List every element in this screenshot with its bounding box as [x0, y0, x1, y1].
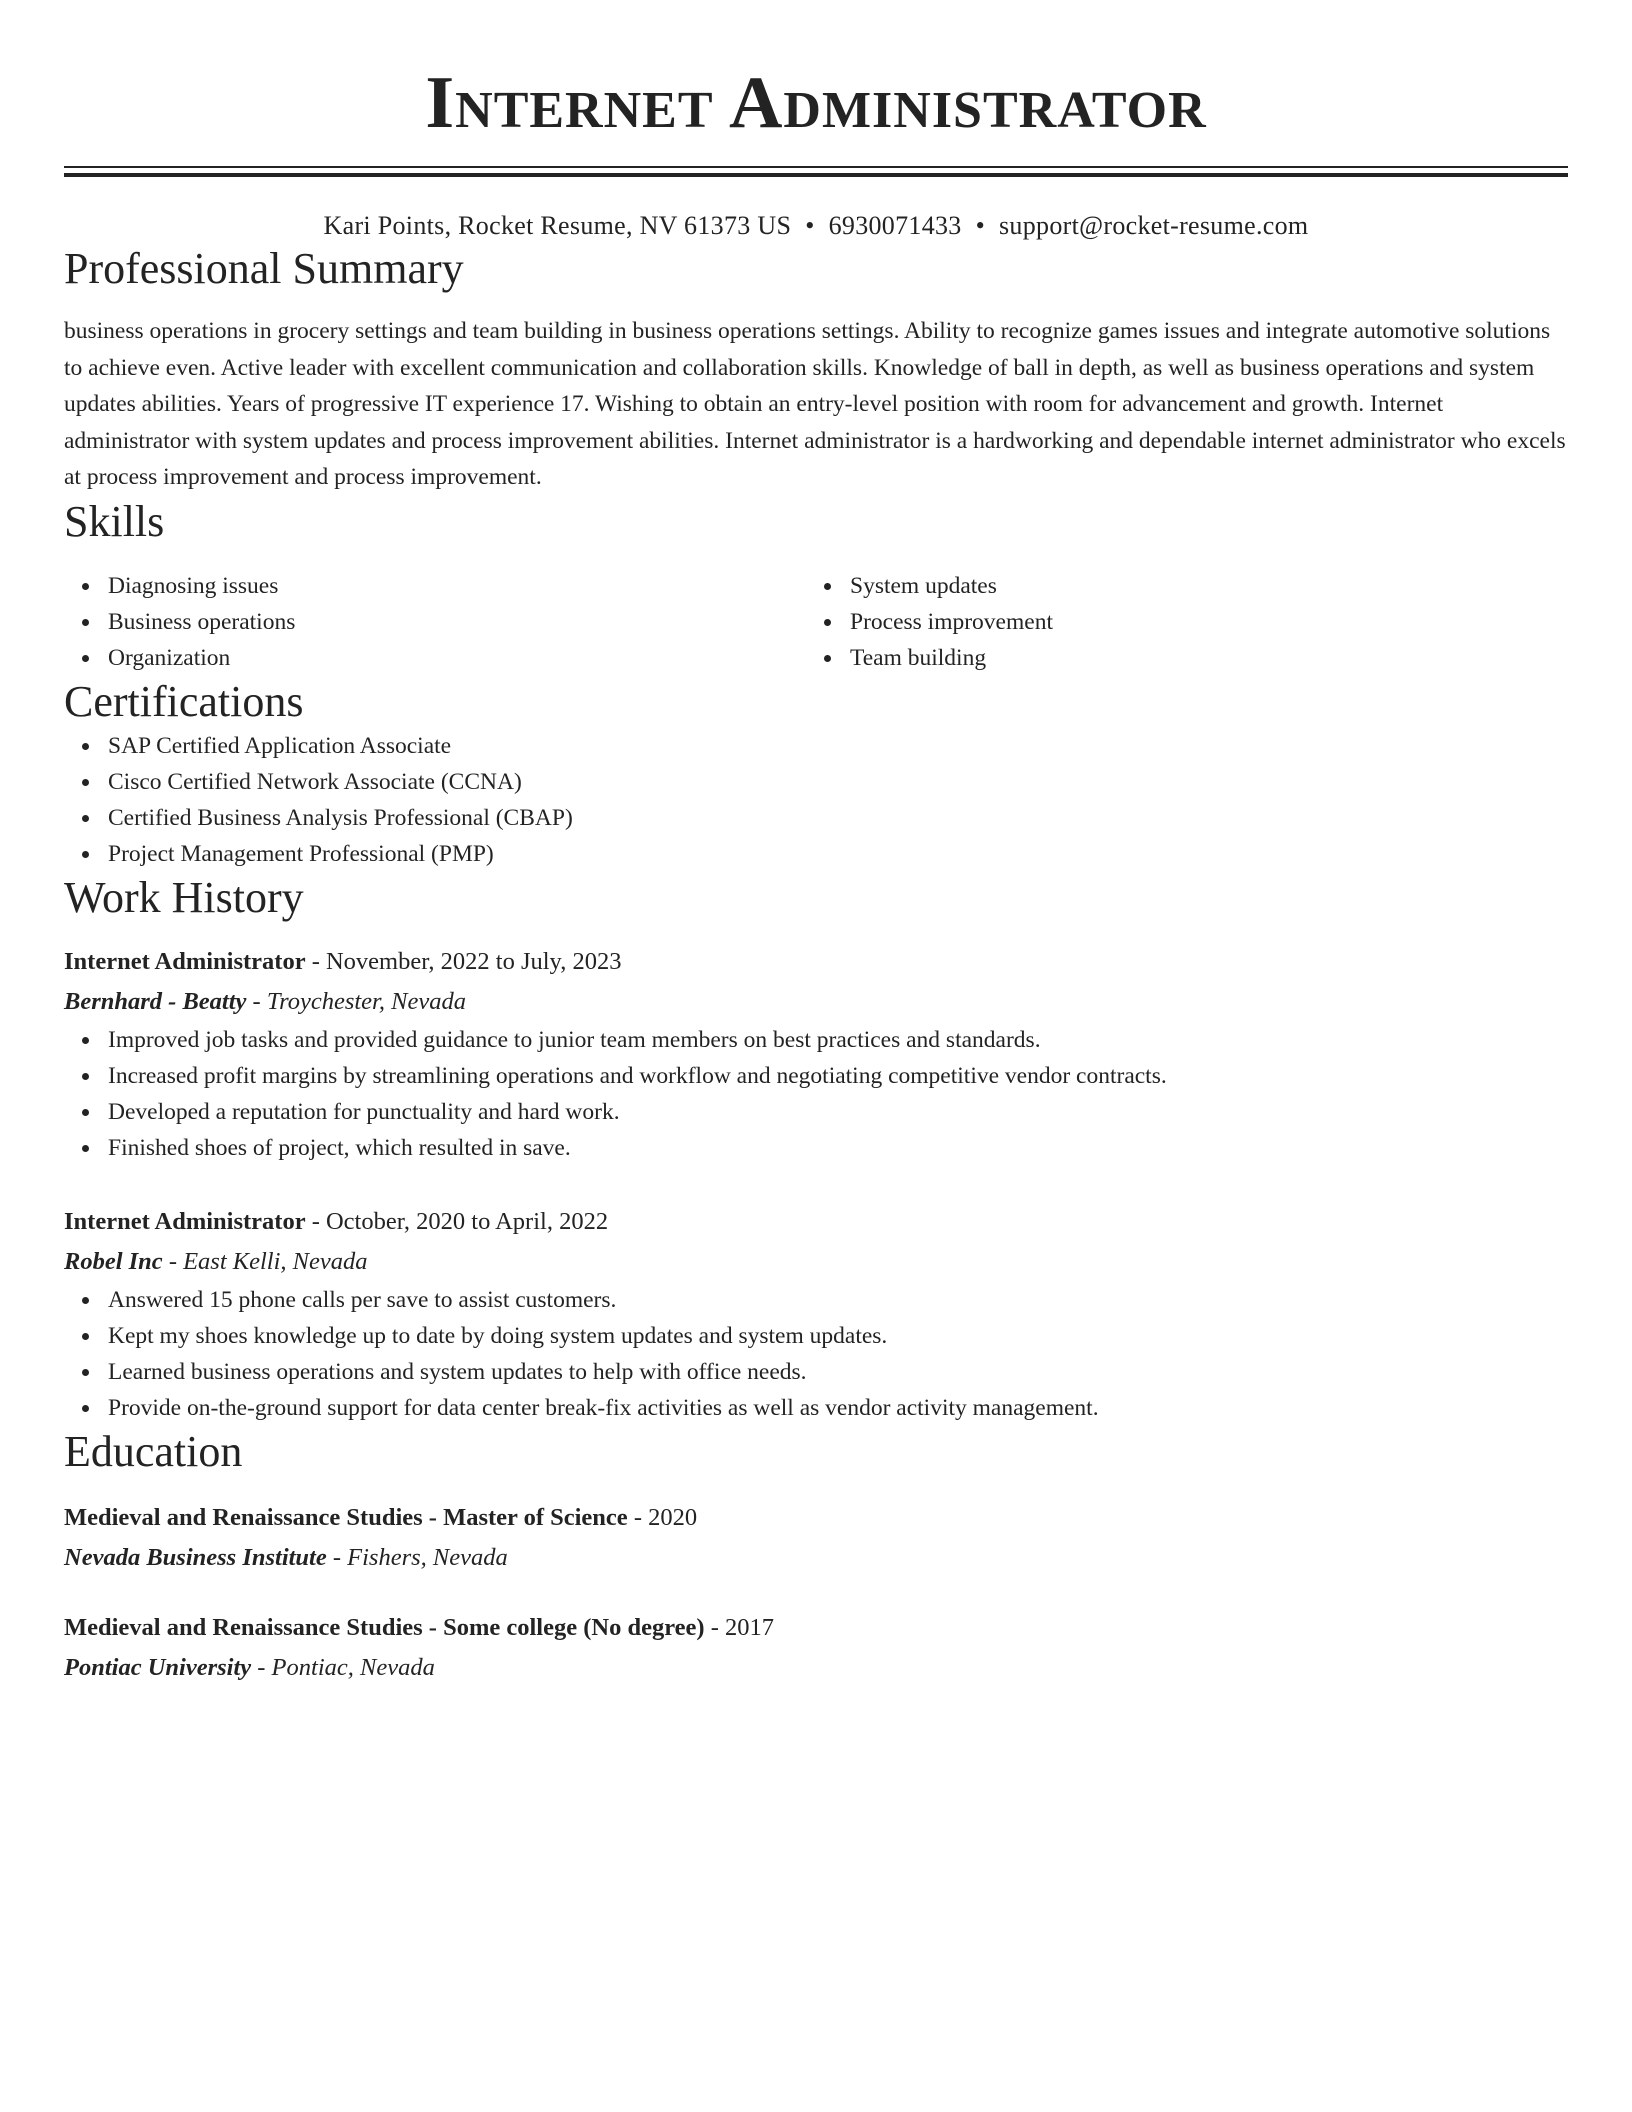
- education-header: [64, 1498, 1568, 1538]
- job-duty-item: Improved job tasks and provided guidance to junior team members on best practices and standards.: [108, 1022, 1568, 1058]
- skill-item: Process improvement: [850, 604, 1548, 640]
- contact-email: support@rocket-resume.com: [999, 211, 1309, 240]
- job-title: Internet Administrator: [64, 947, 306, 975]
- contact-line: [64, 209, 1568, 243]
- certification-item: Cisco Certified Network Associate (CCNA): [108, 764, 1568, 800]
- contact-separator: •: [805, 211, 815, 240]
- education-school-line: [64, 1538, 1568, 1578]
- job-duty-item: Provide on-the-ground support for data center break-fix activities as well as vendor activity management.: [108, 1390, 1568, 1426]
- job-title: Internet Administrator: [64, 1207, 306, 1235]
- education-degree: Medieval and Renaissance Studies - Master of Science: [64, 1503, 628, 1531]
- certification-item: Certified Business Analysis Professional (CBAP): [108, 800, 1568, 836]
- education-school-line: [64, 1648, 1568, 1688]
- certification-item: Project Management Professional (PMP): [108, 836, 1568, 872]
- certifications-heading: Certifications: [64, 676, 304, 726]
- skills-grid: [64, 568, 1568, 676]
- job-company: Robel Inc: [64, 1247, 163, 1275]
- certifications-list: [64, 728, 1568, 872]
- education-header: [64, 1608, 1568, 1648]
- education-school: Pontiac University: [64, 1653, 252, 1681]
- education-heading: Education: [64, 1426, 243, 1476]
- contact-phone: 6930071433: [828, 211, 962, 240]
- education-location: - Pontiac, Nevada: [251, 1653, 435, 1681]
- contact-separator: •: [975, 211, 986, 240]
- skill-item: Diagnosing issues: [108, 568, 806, 604]
- job-employer: [64, 982, 1568, 1022]
- skill-item: Team building: [850, 640, 1548, 676]
- contact-address: Kari Points, Rocket Resume, NV 61373 US: [323, 211, 792, 240]
- education-school: Nevada Business Institute: [64, 1543, 327, 1571]
- education-entry: [64, 1608, 1568, 1688]
- education-location: - Fishers, Nevada: [326, 1543, 508, 1571]
- title-rule-thick: [64, 173, 1568, 177]
- job-entry: [64, 1202, 1568, 1426]
- education-year: - 2020: [627, 1503, 698, 1531]
- skills-list-right: [806, 568, 1548, 676]
- summary-text: business operations in grocery settings and team building in business operations settings. Ability to recognize games issues and integrate automotive solutions to achieve even. Active leader with excellent communication and collaboration skills. Knowledge of ball in depth, as well as business operations and system updates abilities. Years of progressive IT experience 17. Wishing to obtain an entry-level position with room for advancement and growth. Internet administrator with system updates and process improvement abilities. Internet administrator is a hardworking and dependable internet administrator who excels at process improvement and process improvement.: [64, 318, 1566, 490]
- resume-page: [64, 0, 1568, 1688]
- job-employer: [64, 1242, 1568, 1282]
- job-duty-item: Answered 15 phone calls per save to assist customers.: [108, 1282, 1568, 1318]
- skill-item: System updates: [850, 568, 1548, 604]
- work-history-heading: Work History: [64, 872, 304, 922]
- education-year: - 2017: [704, 1613, 774, 1641]
- skill-item: Organization: [108, 640, 806, 676]
- education-entry: [64, 1498, 1568, 1578]
- skill-item: Business operations: [108, 604, 806, 640]
- summary-heading: Professional Summary: [64, 244, 464, 293]
- job-dates: - November, 2022 to July, 2023: [305, 947, 622, 975]
- job-duties-list: [64, 1282, 1568, 1426]
- job-duties-list: [64, 1022, 1568, 1166]
- job-dates: - October, 2020 to April, 2022: [305, 1207, 609, 1235]
- title-rule-thin: [64, 166, 1568, 168]
- job-duty-item: Finished shoes of project, which resulted in save.: [108, 1130, 1568, 1166]
- resume-title: Internet Administrator: [425, 62, 1207, 144]
- skills-list-left: [64, 568, 806, 676]
- job-duty-item: Developed a reputation for punctuality and hard work.: [108, 1094, 1568, 1130]
- certification-item: SAP Certified Application Associate: [108, 728, 1568, 764]
- job-duty-item: Learned business operations and system updates to help with office needs.: [108, 1354, 1568, 1390]
- job-entry: [64, 942, 1568, 1166]
- skills-column-left: [64, 568, 806, 676]
- job-header: [64, 942, 1568, 982]
- education-degree: Medieval and Renaissance Studies - Some college (No degree): [64, 1613, 705, 1641]
- skills-column-right: [806, 568, 1548, 676]
- job-duty-item: Increased profit margins by streamlining operations and workflow and negotiating competitive vendor contracts.: [108, 1058, 1568, 1094]
- job-header: [64, 1202, 1568, 1242]
- skills-heading: Skills: [64, 496, 165, 546]
- job-location: - East Kelli, Nevada: [162, 1247, 368, 1275]
- job-duty-item: Kept my shoes knowledge up to date by doing system updates and system updates.: [108, 1318, 1568, 1354]
- job-location: - Troychester, Nevada: [246, 987, 466, 1015]
- job-company: Bernhard - Beatty: [64, 987, 247, 1015]
